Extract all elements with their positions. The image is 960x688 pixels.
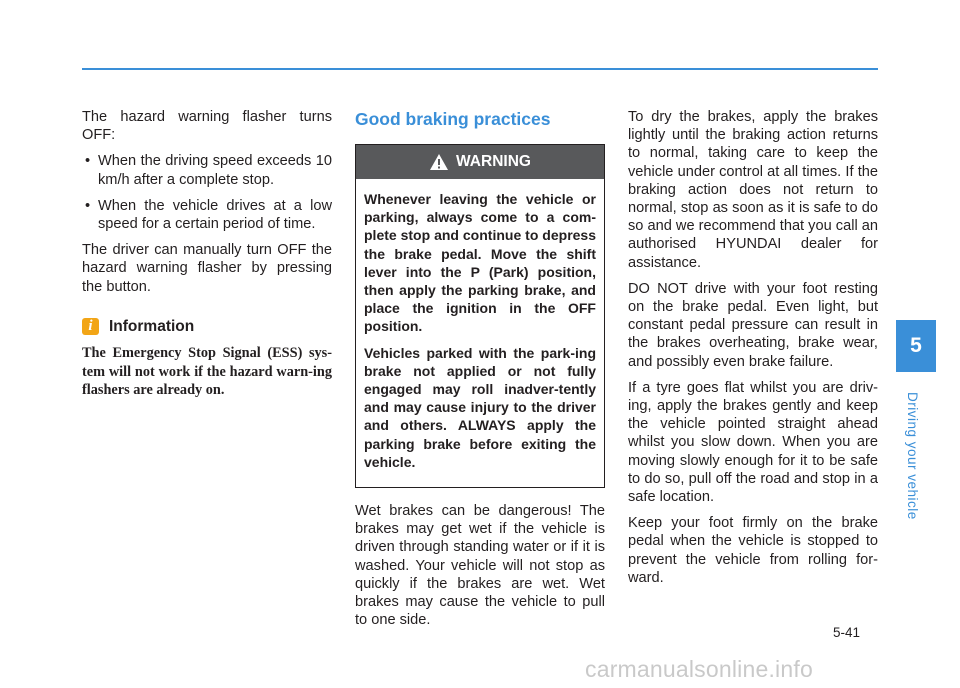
top-rule <box>82 68 878 70</box>
column-right <box>628 108 878 595</box>
manual-off-paragraph: The driver can manually turn OFF the hazard warning flasher by pressing the button. <box>82 242 332 295</box>
information-body: The Emergency Stop Signal (ESS) sys-tem will not work if the hazard warn-ing flashers are already on. <box>82 345 332 399</box>
column-left <box>82 108 332 408</box>
flasher-off-intro: The hazard warning flasher turns OFF: <box>82 109 332 144</box>
warning-paragraph: Vehicles parked with the park-ing brake not applied or not fully engaged may roll inadver-tently and may cause injury to the driver and others. ALWAYS apply the parking brake before exiting the vehicle. <box>364 344 596 470</box>
watermark: carmanualsonline.info <box>585 656 813 682</box>
body-paragraph: DO NOT drive with your foot resting on the brake pedal. Even light, but constant pedal pressure can result in the brakes overheating, brake wear, and possibly even brake failure. <box>628 280 878 370</box>
page-number: 5-41 <box>833 625 861 640</box>
body-paragraph: To dry the brakes, apply the brakes lightly until the braking action returns to normal, taking care to keep the vehicle under control at all times. If the braking action does not return to normal, stop as soon as it is safe to do so and we recommend that you call an authorised HYUNDAI dealer for assistance. <box>628 109 878 271</box>
warning-title: WARNING <box>456 152 531 170</box>
body-paragraph: If a tyre goes flat whilst you are driv-ing, apply the brakes gently and keep the vehicle pointed straight ahead whilst you slow down. When you are moving slowly enough for it to be safe to do so, pull off the road and stop in a safe location. <box>628 379 878 506</box>
warning-header <box>356 145 604 179</box>
information-title: Information <box>109 317 195 335</box>
section-heading: Good braking practices <box>355 109 551 129</box>
body-paragraph: Keep your foot firmly on the brake pedal when the vehicle is stopped to prevent the vehicle from rolling for-ward. <box>628 515 878 586</box>
flasher-off-conditions <box>82 152 332 233</box>
warning-body <box>356 179 604 487</box>
list-item: • When the driving speed exceeds 10 km/h after a complete stop. <box>82 152 332 188</box>
information-icon: i <box>82 318 99 335</box>
information-header <box>82 318 332 336</box>
chapter-number: 5 <box>910 334 922 357</box>
chapter-label: Driving your vehicle <box>905 392 920 520</box>
column-middle <box>355 108 605 637</box>
warning-paragraph: Whenever leaving the vehicle or parking, always come to a com-plete stop and continue to depress the brake pedal. Move the shift lever into the P (Park) position, then apply the parking brake, and place the ignition in the OFF position. <box>364 191 596 335</box>
list-item: • When the vehicle drives at a low speed for a certain period of time. <box>82 197 332 233</box>
chapter-tab <box>896 320 936 372</box>
warning-triangle-icon <box>429 153 449 171</box>
wet-brakes-paragraph: Wet brakes can be dangerous! The brakes may get wet if the vehicle is driven through standing water or if it is washed. Your vehicle will not stop as quickly if the brakes are wet. Wet brakes may cause the vehicle to pull to one side. <box>355 503 605 629</box>
warning-box <box>355 144 605 488</box>
